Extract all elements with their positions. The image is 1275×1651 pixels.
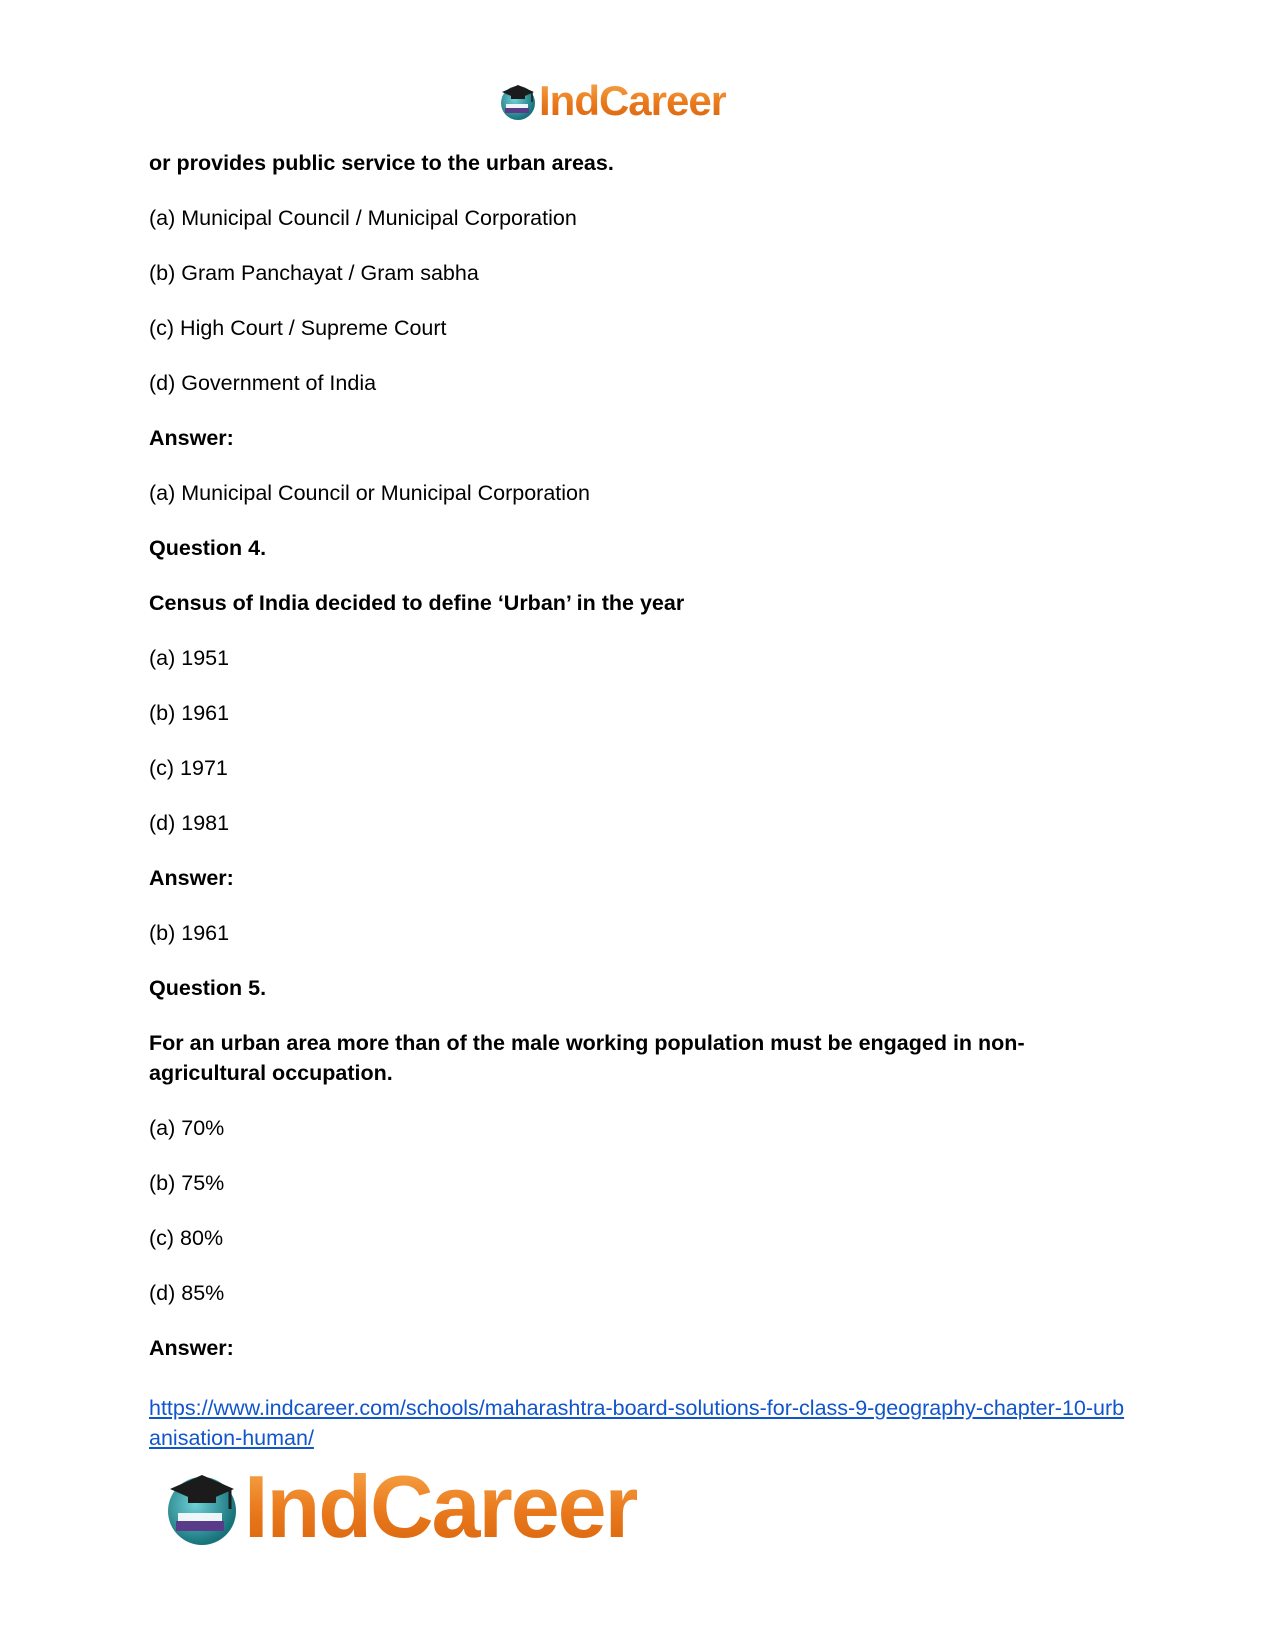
option: (b) 75% <box>149 1171 225 1195</box>
graduation-globe-icon <box>160 1465 244 1549</box>
option: (a) Municipal Council / Municipal Corporation <box>149 206 577 230</box>
logo-wordmark: IndCareer <box>244 1457 637 1556</box>
option: (c) High Court / Supreme Court <box>149 316 447 340</box>
answer-label: Answer: <box>149 426 234 450</box>
answer-label: Answer: <box>149 866 234 890</box>
option: (d) 85% <box>149 1281 225 1305</box>
graduation-globe-icon <box>497 80 539 122</box>
option: (d) Government of India <box>149 371 377 395</box>
answer-text: (b) 1961 <box>149 921 230 945</box>
option: (b) Gram Panchayat / Gram sabha <box>149 261 479 285</box>
source-link[interactable]: https://www.indcareer.com/schools/maharashtra-board-solutions-for-class-9-geography-chapter-10-urbanisation-human/ <box>149 1396 1125 1450</box>
question-number: Question 5. <box>149 976 267 1000</box>
option: (c) 80% <box>149 1226 224 1250</box>
option: (d) 1981 <box>149 811 230 835</box>
option: (c) 1971 <box>149 756 228 780</box>
header-logo <box>497 77 727 124</box>
option: (a) 70% <box>149 1116 225 1140</box>
logo-wordmark: IndCareer <box>539 77 727 124</box>
question-stem: Census of India decided to define ‘Urban’ in the year <box>149 591 685 615</box>
question-stem: For an urban area more than of the male working population must be engaged in non-agricultural occupation. <box>149 1031 1025 1085</box>
answer-text: (a) Municipal Council or Municipal Corporation <box>149 481 590 505</box>
document-body <box>149 148 1129 1453</box>
question-number: Question 4. <box>149 536 267 560</box>
footer-logo <box>160 1457 637 1556</box>
question-stem: or provides public service to the urban areas. <box>149 151 614 175</box>
option: (a) 1951 <box>149 646 230 670</box>
option: (b) 1961 <box>149 701 230 725</box>
answer-label: Answer: <box>149 1336 234 1360</box>
